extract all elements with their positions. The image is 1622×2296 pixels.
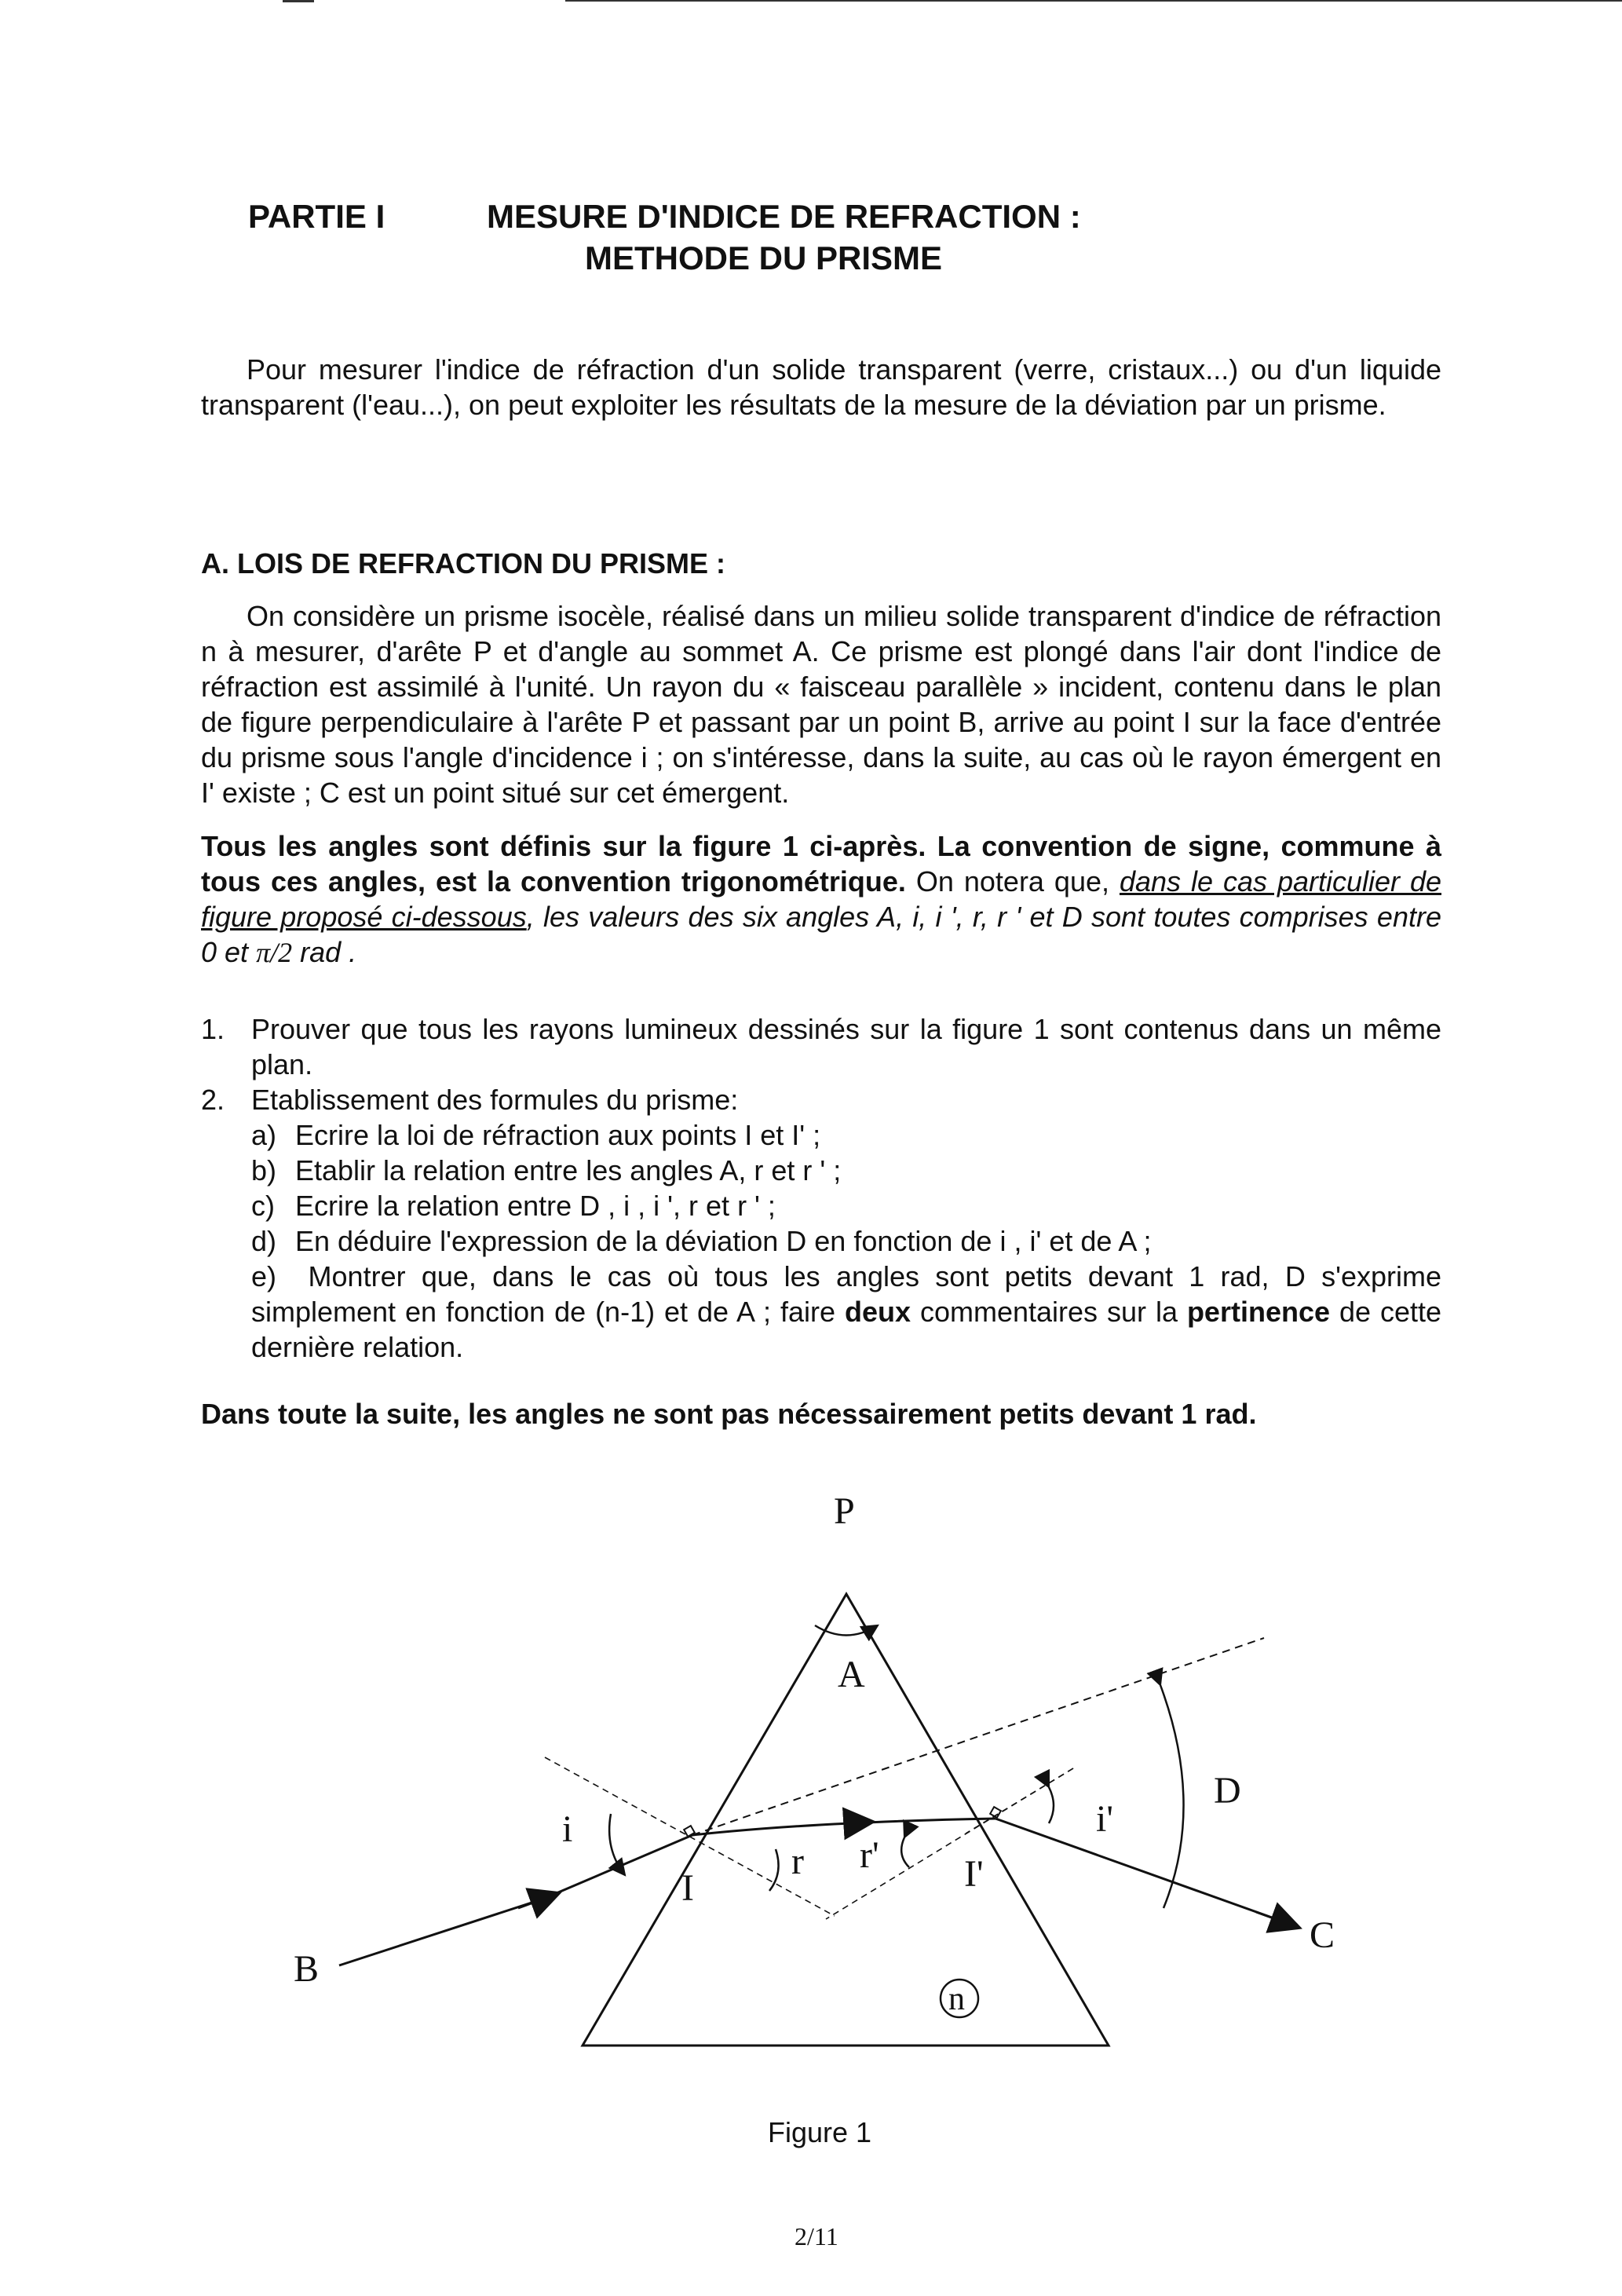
- convention-italic: , les valeurs des six angles A, i, i ', r, r ' et D sont toutes comprises entre 0 et: [201, 901, 1441, 968]
- incident-arrow: [518, 1893, 559, 1908]
- subquestion-text: En déduire l'expression de la déviation D en fonction de i , i' et de A ;: [295, 1225, 1152, 1257]
- figure-caption: Figure 1: [768, 2116, 872, 2148]
- subquestion-e-text: [251, 1259, 1441, 1365]
- convention-end: rad .: [292, 936, 357, 968]
- subquestion-text: Etablir la relation entre les angles A, r et r ' ;: [295, 1154, 842, 1186]
- subquestion-e: [251, 1259, 1441, 1365]
- subquestion-letter: a): [251, 1119, 277, 1151]
- subquestion-letter: d): [251, 1225, 277, 1257]
- right-angle-marker-I-prime: [990, 1807, 1001, 1818]
- refracted-arrow: [848, 1822, 873, 1823]
- refracted-ray: [692, 1819, 995, 1835]
- subquestion-text: Ecrire la relation entre D , i , i ', r et r ' ;: [295, 1190, 776, 1222]
- label-r-prime: r': [860, 1834, 879, 1876]
- label-D: D: [1214, 1770, 1241, 1812]
- emergent-arrow: [1256, 1912, 1299, 1928]
- label-C: C: [1310, 1914, 1335, 1956]
- convention-bold: Tous les angles sont définis sur la figure 1 ci-après. La convention de signe, commune à tous ces angles, est la convention trigonométrique.: [201, 830, 1441, 898]
- page-number: 2/11: [795, 2222, 838, 2250]
- closing-statement: Dans toute la suite, les angles ne sont pas nécessairement petits devant 1 rad.: [201, 1398, 1257, 1430]
- intro-paragraph: [201, 352, 1441, 422]
- subquestion-text: Ecrire la loi de réfraction aux points I et I' ;: [295, 1119, 821, 1151]
- subquestion-text: Montrer que, dans le cas où tous les angles sont petits devant 1 rad, D s'exprime simplement en fonction de (n-1) et de A ; faire: [251, 1260, 1441, 1328]
- subquestion-letter: c): [251, 1190, 275, 1222]
- subquestion-bold: pertinence: [1186, 1296, 1330, 1328]
- subquestion-letter: e): [251, 1260, 277, 1292]
- page-title-line2: METHODE DU PRISME: [585, 239, 943, 276]
- convention-pi: π/2: [256, 937, 293, 968]
- convention-underline: dans le cas particulier de figure proposé ci-dessous: [201, 865, 1442, 933]
- label-n: n: [948, 1981, 965, 2017]
- label-i: i: [562, 1808, 573, 1850]
- intro-text: Pour mesurer l'indice de réfraction d'un solide transparent (verre, cristaux...) ou d'un liquide transparent (l'eau...), on peut exploiter les résultats de la mesure de la déviation par un prisme.: [201, 353, 1441, 421]
- incident-extension: [692, 1638, 1264, 1835]
- label-P: P: [834, 1490, 855, 1532]
- figure-1: [0, 1476, 1622, 2199]
- section-a-paragraph: [201, 598, 1441, 810]
- part-label: PARTIE I: [248, 198, 385, 235]
- question-text: Prouver que tous les rayons lumineux dessinés sur la figure 1 sont contenus dans un même plan.: [251, 1013, 1441, 1080]
- question-2: [201, 1082, 1441, 1117]
- question-1: [201, 1011, 1441, 1082]
- question-text: Etablissement des formules du prisme:: [251, 1084, 739, 1116]
- label-A: A: [838, 1654, 865, 1695]
- convention-paragraph: [201, 828, 1441, 971]
- deviation-arc: [1160, 1685, 1184, 1908]
- question-number: 1.: [201, 1013, 225, 1045]
- section-a-title: A. LOIS DE REFRACTION DU PRISME :: [201, 547, 726, 579]
- label-r: r: [791, 1841, 804, 1882]
- angle-i-prime-arc: [1049, 1787, 1054, 1823]
- emergent-ray: [995, 1819, 1294, 1925]
- subquestion-text: commentaires sur la: [911, 1296, 1187, 1328]
- subquestion-text: de cette dernière relation.: [251, 1296, 1442, 1363]
- label-I-prime: I': [964, 1853, 984, 1895]
- convention-normal: On notera que,: [905, 865, 1120, 898]
- angle-r-prime-arc: [901, 1837, 909, 1867]
- subquestion-letter: b): [251, 1154, 277, 1186]
- question-number: 2.: [201, 1084, 225, 1116]
- section-a-text: On considère un prisme isocèle, réalisé dans un milieu solide transparent d'indice de réfraction n à mesurer, d'arête P et d'angle au sommet A. Ce prisme est plongé dans l'air dont l'indice de réfraction est assimilé à l'unité. Un rayon du « faisceau parallèle » incident, contenu dans le plan de figure perpendiculaire à l'arête P et passant par un point B, arrive au point I sur la face d'entrée du prisme sous l'angle d'incidence i ; on s'intéresse, dans la suite, au cas où le rayon émergent en I' existe ; C est un point situé sur cet émergent.: [201, 600, 1441, 809]
- subquestion-bold: deux: [844, 1296, 911, 1328]
- page-title-line1: MESURE D'INDICE DE REFRACTION :: [487, 198, 1081, 235]
- label-i-prime: i': [1096, 1798, 1113, 1840]
- label-B: B: [294, 1948, 320, 1990]
- label-I: I: [681, 1867, 694, 1909]
